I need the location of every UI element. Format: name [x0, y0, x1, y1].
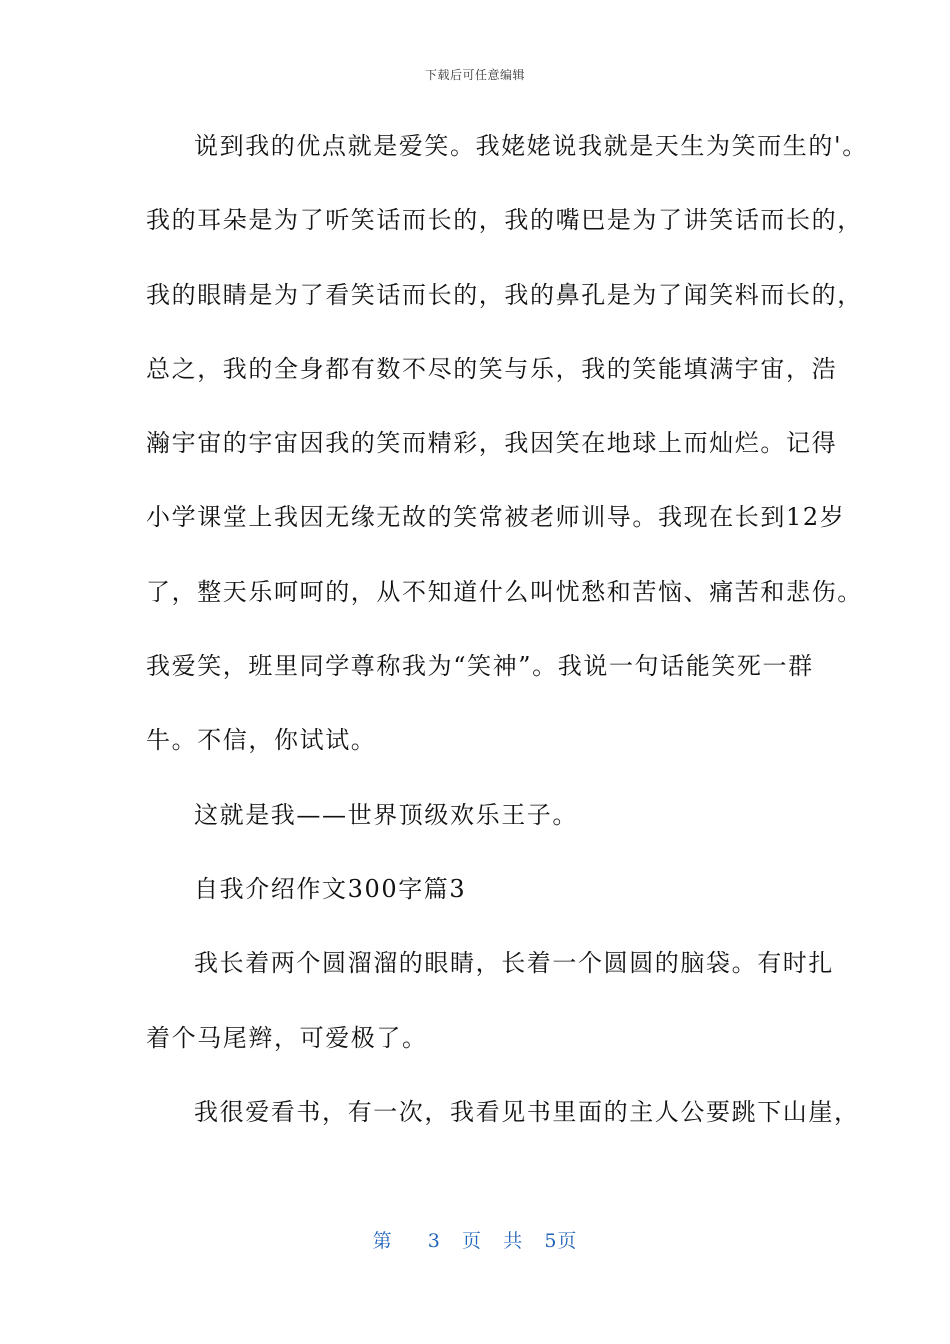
document-body	[146, 122, 868, 1162]
footer-label-ye: 页	[462, 1230, 483, 1252]
paragraph-line: 我爱笑，班里同学尊称我为“笑神”。我说一句话能笑死一群	[146, 652, 814, 681]
paragraph-line: 小学课堂上我因无缘无故的笑常被老师训导。我现在长到12岁	[146, 503, 846, 532]
page-header-note: 下载后可任意编辑	[424, 68, 525, 82]
page-footer	[0, 1226, 950, 1253]
paragraph-line: 我的眼睛是为了看笑话而长的，我的鼻孔是为了闻笑料而长的，	[146, 280, 863, 309]
footer-total-pages: 5页	[544, 1230, 578, 1252]
paragraph-line: 着个马尾辫，可爱极了。	[146, 1023, 428, 1052]
footer-label-di: 第	[372, 1230, 393, 1252]
section-heading: 自我介绍作文300字篇3	[194, 874, 467, 903]
paragraph-line: 这就是我——世界顶级欢乐王子。	[194, 800, 578, 829]
footer-label-gong: 共	[503, 1230, 524, 1252]
paragraph-line: 我的耳朵是为了听笑话而长的，我的嘴巴是为了讲笑话而长的，	[146, 206, 863, 235]
footer-current-page: 3	[427, 1230, 441, 1252]
paragraph-line: 我长着两个圆溜溜的眼睛，长着一个圆圆的脑袋。有时扎	[194, 949, 834, 978]
paragraph-line: 说到我的优点就是爱笑。我姥姥说我就是天生为笑而生的'。	[194, 132, 868, 160]
paragraph-line: 瀚宇宙的宇宙因我的笑而精彩，我因笑在地球上而灿烂。记得	[146, 429, 838, 458]
paragraph-line: 总之，我的全身都有数不尽的笑与乐，我的笑能填满宇宙，浩	[146, 354, 838, 383]
paragraph-line: 我很爱看书，有一次，我看见书里面的主人公要跳下山崖，	[194, 1097, 860, 1126]
paragraph-line: 了，整天乐呵呵的，从不知道什么叫忧愁和苦恼、痛苦和悲伤。	[146, 577, 863, 606]
paragraph-line: 牛。不信，你试试。	[146, 726, 377, 755]
